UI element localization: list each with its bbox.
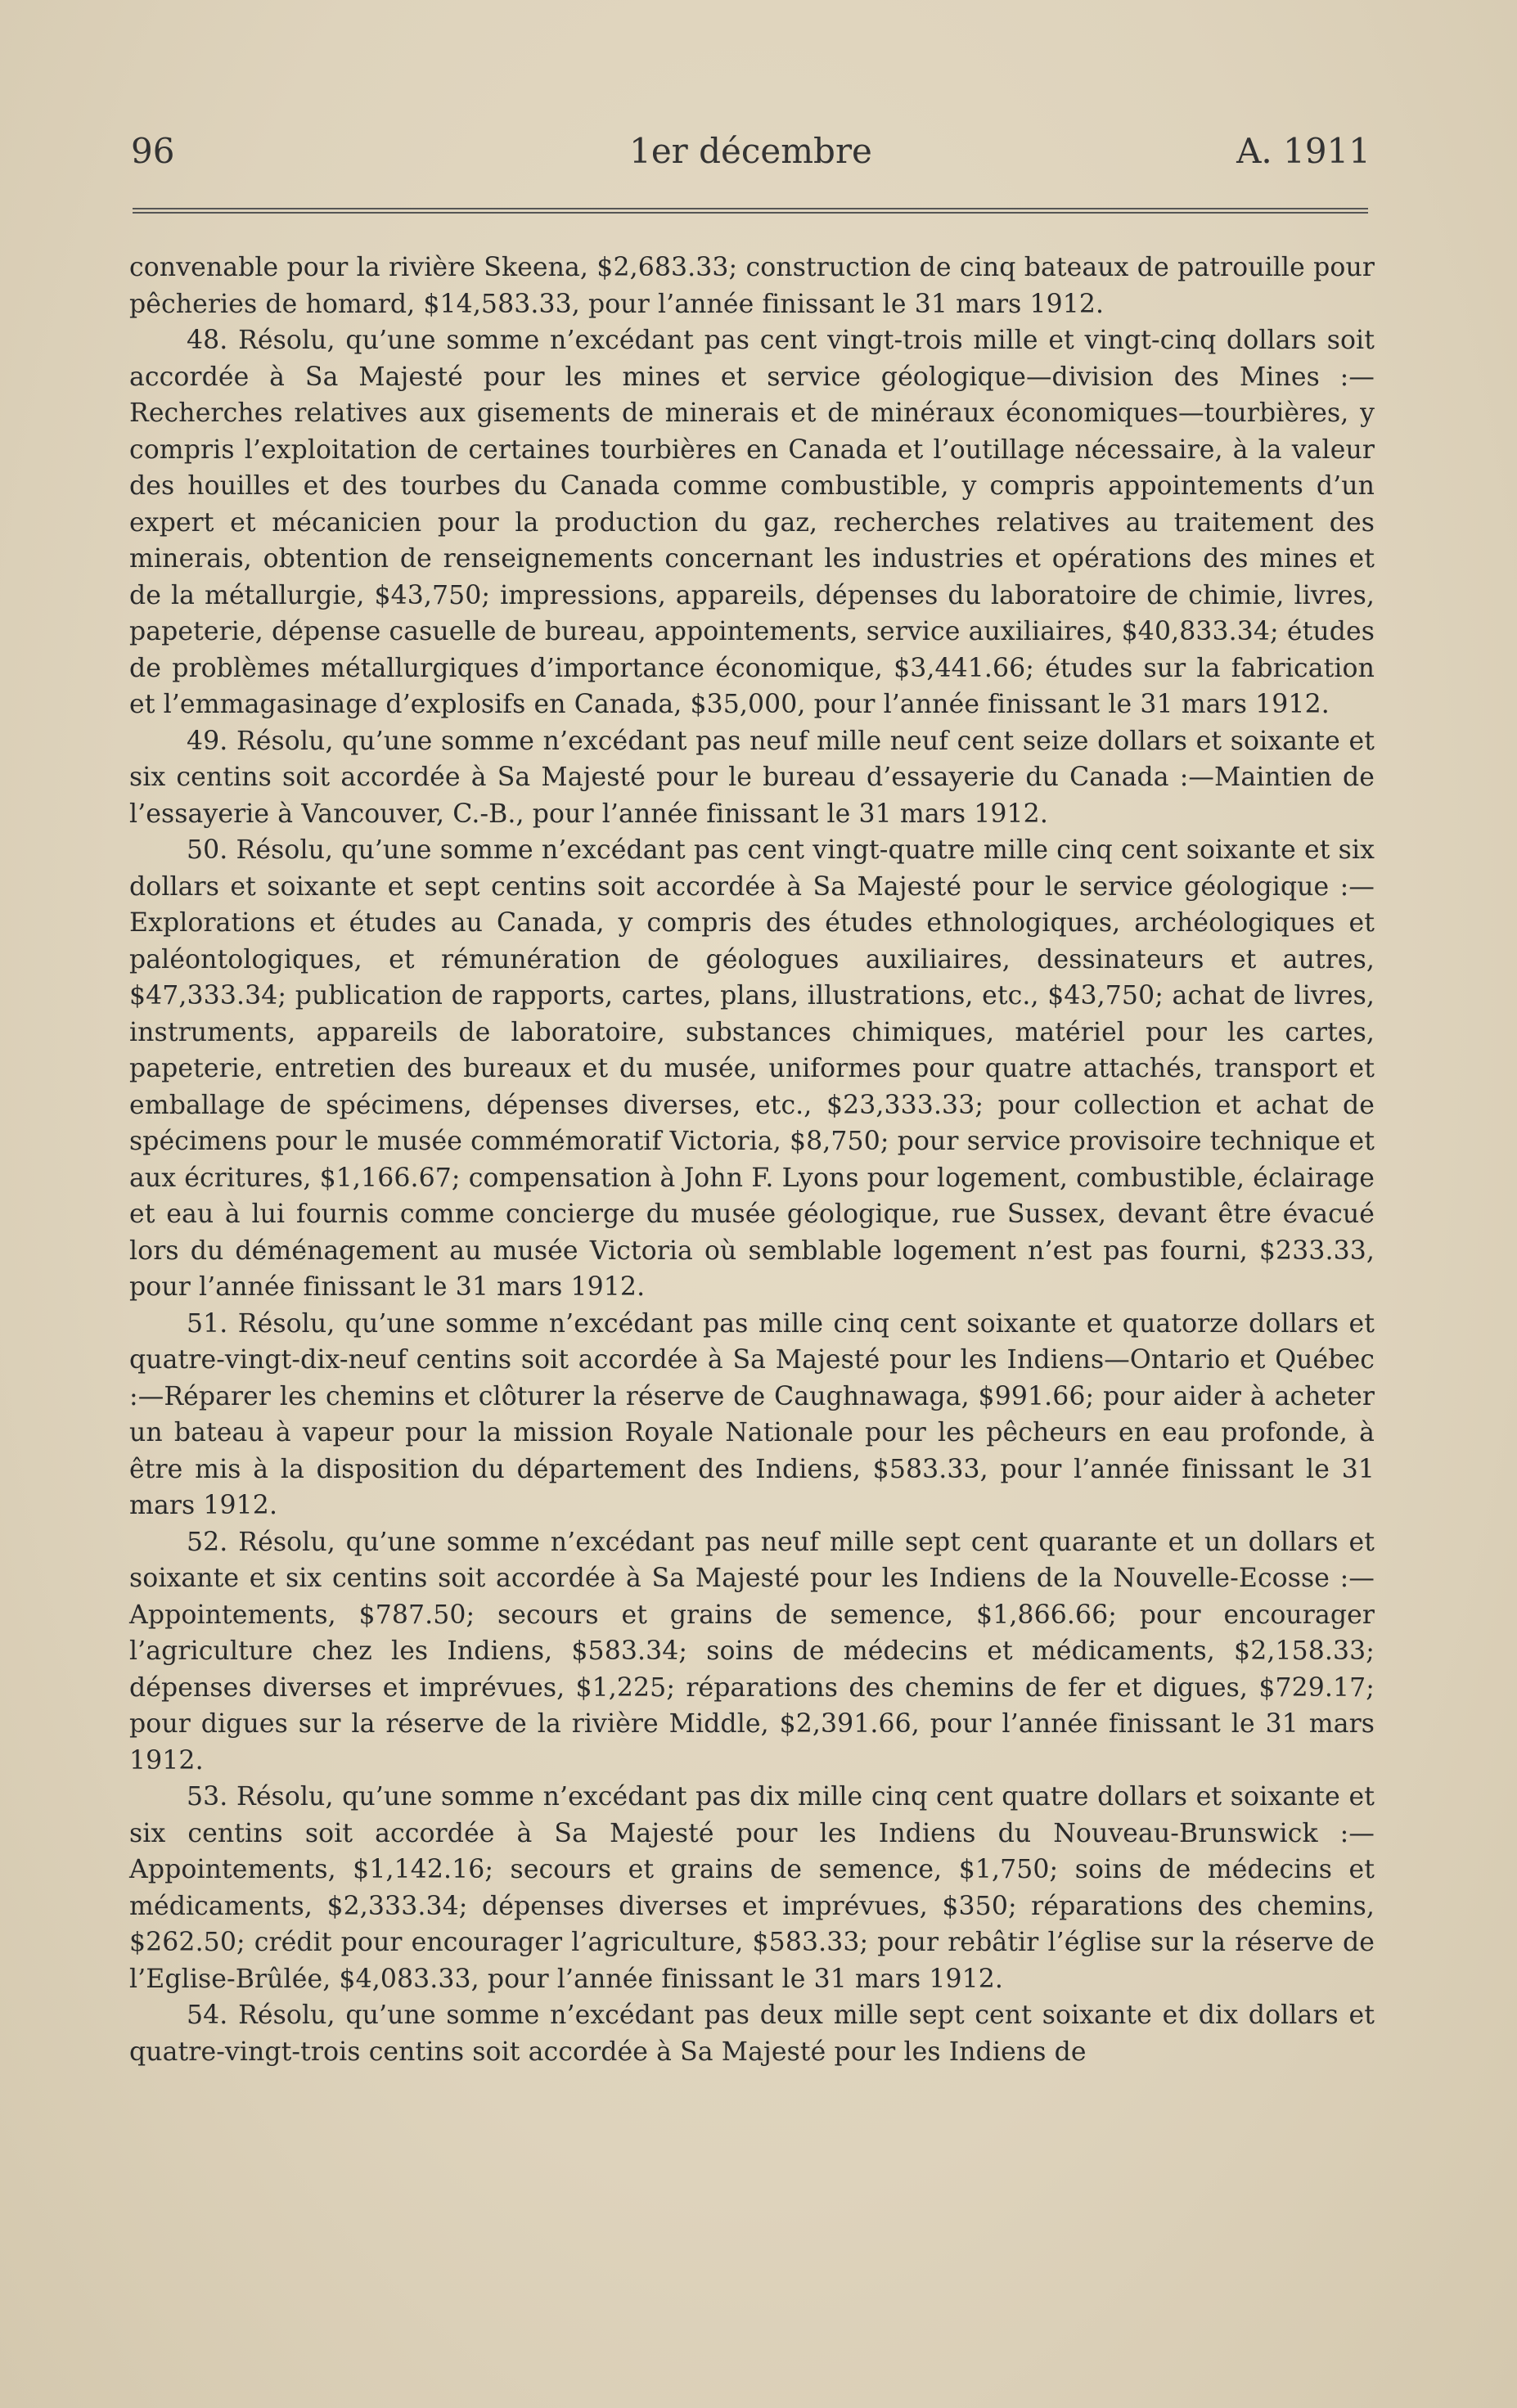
paragraph-item-54: 54. Résolu, qu’une somme n’excédant pas deux mille sept cent soixante et dix dollars et quatre-vingt-trois centins soit accordée à Sa Majesté pour les Indiens de bbox=[129, 2001, 1375, 2067]
paragraph-item-52: 52. Résolu, qu’une somme n’excédant pas neuf mille sept cent quarante et un dollars et soixante et six centins soit accordée à Sa Majesté pour les Indiens de la Nouvelle-Ecosse :—Appointements, $787.50; secours et grains de semence, $1,866.66; pour encourager l’agriculture chez les Indiens, $583.34; soins de médecins et médicaments, $2,158.33; dépenses diverses et imprévues, $1,225; réparations des chemins de fer et digues, $729.17; pour digues sur la réserve de la rivière Middle, $2,391.66, pour l’année finissant le 31 mars 1912. bbox=[129, 1527, 1375, 1776]
paragraph-item-53: 53. Résolu, qu’une somme n’excédant pas dix mille cinq cent quatre dollars et soixante et six centins soit accordée à Sa Majesté pour les Indiens du Nouveau-Brunswick :—Appointements, $1,142.16; secours et grains de semence, $1,750; soins de médecins et médicaments, $2,333.34; dépenses diverses et imprévues, $350; réparations des chemins, $262.50; crédit pour encourager l’agriculture, $583.33; pour rebâtir l’église sur la réserve de l’Eglise-Brûlée, $4,083.33, pour l’année finissant le 31 mars 1912. bbox=[129, 1782, 1375, 1994]
paragraph-item-50: 50. Résolu, qu’une somme n’excédant pas cent vingt-quatre mille cinq cent soixante et six dollars et soixante et sept centins soit accordée à Sa Majesté pour le service géologique :—Explorations et études au Canada, y compris des études ethnologiques, archéologiques et paléontologiques, et rémunération de géologues auxiliaires, dessinateurs et autres, $47,333.34; publication de rapports, cartes, plans, illustrations, etc., $43,750; achat de livres, instruments, appareils de laboratoire, substances chimiques, matériel pour les cartes, papeterie, entretien des bureaux et du musée, uniformes pour quatre attachés, transport et emballage de spécimens, dépenses diverses, etc., $23,333.33; pour collection et achat de spécimens pour le musée commémoratif Victoria, $8,750; pour service provisoire technique et aux écritures, $1,166.67; compensation à John F. Lyons pour logement, combustible, éclairage et eau à lui fournis comme concierge du musée géologique, rue Sussex, devant être évacué lors du déménagement au musée Victoria où semblable logement n’est pas fourni, $233.33, pour l’année finissant le 31 mars 1912. bbox=[129, 835, 1375, 1302]
paragraph-continuation: convenable pour la rivière Skeena, $2,683.33; construction de cinq bateaux de patrouille pour pêcheries de homard, $14,583.33, pour l’année finissant le 31 mars 1912. bbox=[129, 253, 1375, 319]
header-year: A. 1911 bbox=[1236, 131, 1371, 171]
header-rule bbox=[133, 208, 1368, 214]
page-header bbox=[131, 123, 1371, 180]
header-date: 1er décembre bbox=[629, 131, 872, 171]
body-text bbox=[129, 250, 1375, 2070]
paragraph-item-49: 49. Résolu, qu’une somme n’excédant pas neuf mille neuf cent seize dollars et soixante et six centins soit accordée à Sa Majesté pour le bureau d’essayerie du Canada :—Maintien de l’essayerie à Vancouver, C.-B., pour l’année finissant le 31 mars 1912. bbox=[129, 726, 1375, 829]
page-number: 96 bbox=[131, 131, 175, 171]
paragraph-item-51: 51. Résolu, qu’une somme n’excédant pas mille cinq cent soixante et quatorze dollars et quatre-vingt-dix-neuf centins soit accordée à Sa Majesté pour les Indiens—Ontario et Québec :—Réparer les chemins et clôturer la réserve de Caughnawaga, $991.66; pour aider à acheter un bateau à vapeur pour la mission Royale Nationale pour les pêcheurs en eau profonde, à être mis à la disposition du département des Indiens, $583.33, pour l’année finissant le 31 mars 1912. bbox=[129, 1308, 1375, 1520]
paragraph-item-48: 48. Résolu, qu’une somme n’excédant pas cent vingt-trois mille et vingt-cinq dollars soit accordée à Sa Majesté pour les mines et service géologique—division des Mines :—Recherches relatives aux gisements de minerais et de minéraux économiques—tourbières, y compris l’exploitation de certaines tourbières en Canada et l’outillage nécessaire, à la valeur des houilles et des tourbes du Canada comme combustible, y compris appointements d’un expert et mécanicien pour la production du gaz, recherches relatives au traitement des minerais, obtention de renseignements concernant les industries et opérations des mines et de la métallurgie, $43,750; impressions, appareils, dépenses du laboratoire de chimie, livres, papeterie, dépense casuelle de bureau, appointements, service auxiliaires, $40,833.34; études de problèmes métallurgiques d’importance économique, $3,441.66; études sur la fabrication et l’emmagasinage d’explosifs en Canada, $35,000, pour l’année finissant le 31 mars 1912. bbox=[129, 326, 1375, 719]
